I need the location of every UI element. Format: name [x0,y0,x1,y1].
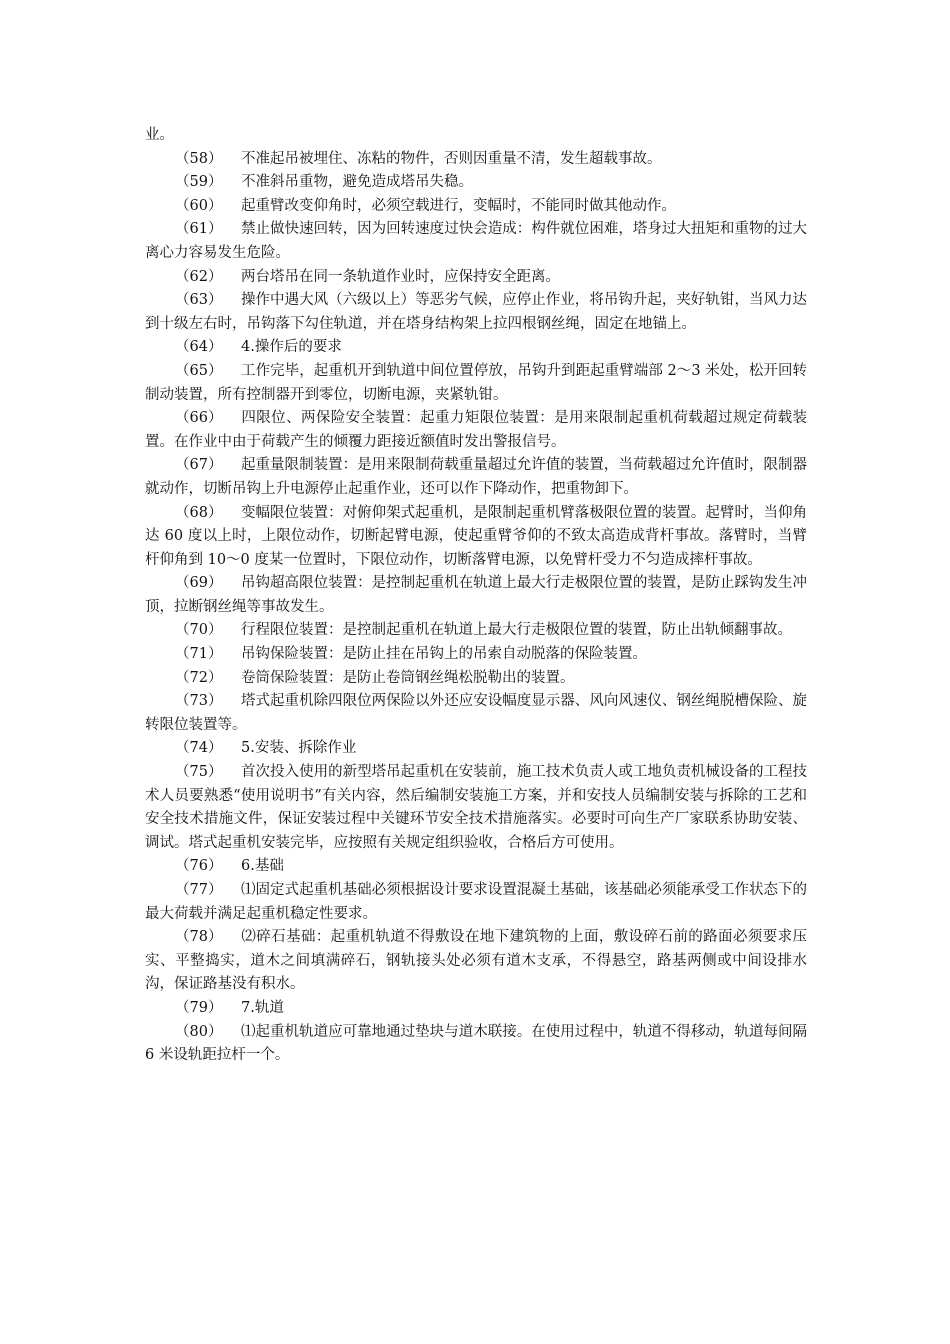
paragraph-79 [145,997,807,1021]
paragraph-68 [145,502,807,573]
paragraph-number: （65） [175,362,223,379]
paragraph-number: （67） [175,457,223,474]
paragraph-number: （63） [175,292,223,309]
paragraph-text: 四限位、两保险安全装置：起重力矩限位装置：是用来限制起重机荷载超过规定荷载装置。在作业中由于荷载产生的倾覆力距接近额值时发出警报信号。 [145,410,807,450]
paragraph-text: 业。 [145,127,174,143]
paragraph-number: （80） [175,1023,223,1040]
paragraph-59 [145,171,807,195]
paragraph-text: 吊钩超高限位装置：是控制起重机在轨道上最大行走极限位置的装置，是防止踩钩发生冲顶，拉断钢丝绳等事故发生。 [145,575,807,615]
paragraph-77 [145,879,807,926]
paragraph-64 [145,336,807,360]
paragraph-number: （61） [175,221,223,238]
paragraph-continuation [145,124,807,148]
paragraph-78 [145,926,807,997]
paragraph-text: ⑵碎石基础：起重机轨道不得敷设在地下建筑物的上面，敷设碎石前的路面必须要求压实、平整捣实，道木之间填满碎石，钢轨接头处必须有道木支承，不得悬空，路基两侧或中间设排水沟，保证路基没有积水。 [145,929,807,993]
paragraph-72 [145,667,807,691]
paragraph-text: 不准起吊被埋住、冻粘的物件，否则因重量不清，发生超载事故。 [241,150,662,167]
paragraph-number: （60） [175,197,223,214]
section-heading: 6.基础 [241,858,284,875]
paragraph-62 [145,266,807,290]
paragraph-text: 塔式起重机除四限位两保险以外还应安设幅度显示器、风向风速仪、钢丝绳脱槽保险、旋转限位装置等。 [145,693,807,733]
paragraph-71 [145,643,807,667]
paragraph-67 [145,454,807,501]
paragraph-number: （64） [175,339,223,356]
paragraph-73 [145,690,807,737]
paragraph-number: （62） [175,268,223,285]
paragraph-number: （76） [175,858,223,875]
section-heading: 7.轨道 [241,999,284,1016]
paragraph-number: （78） [175,929,223,946]
paragraph-text: 禁止做快速回转，因为回转速度过快会造成：构件就位困难，塔身过大扭矩和重物的过大离心力容易发生危险。 [145,221,807,261]
paragraph-65 [145,360,807,407]
section-heading: 4.操作后的要求 [241,339,342,356]
paragraph-text: 工作完毕，起重机开到轨道中间位置停放，吊钩升到距起重臂端部 2～3 米处，松开回转制动装置，所有控制器开到零位，切断电源，夹紧轨钳。 [145,362,807,403]
paragraph-63 [145,289,807,336]
paragraph-text: 起重量限制装置：是用来限制荷载重量超过允许值的装置，当荷载超过允许值时，限制器就动作，切断吊钩上升电源停止起重作业，还可以作下降动作，把重物卸下。 [145,457,807,497]
paragraph-text: 吊钩保险装置：是防止挂在吊钩上的吊索自动脱落的保险装置。 [241,646,647,663]
paragraph-number: （73） [175,693,223,710]
paragraph-61 [145,218,807,265]
paragraph-text: ⑴固定式起重机基础必须根据设计要求设置混凝土基础，该基础必须能承受工作状态下的最大荷载并满足起重机稳定性要求。 [145,882,807,922]
paragraph-76 [145,855,807,879]
paragraph-number: （68） [175,504,223,521]
paragraph-number: （58） [175,150,223,167]
paragraph-text: 行程限位装置：是控制起重机在轨道上最大行走极限位置的装置，防止出轨倾翻事故。 [241,622,792,639]
paragraph-text: 操作中遇大风（六级以上）等恶劣气候，应停止作业，将吊钩升起，夹好轨钳，当风力达到十级左右时，吊钩落下勾住轨道，并在塔身结构架上拉四根钢丝绳，固定在地锚上。 [145,292,807,332]
paragraph-60 [145,195,807,219]
paragraph-number: （77） [175,882,223,898]
paragraph-text: 首次投入使用的新型塔吊起重机在安装前，施工技术负责人或工地负责机械设备的工程技术人员要熟悉“使用说明书”有关内容，然后编制安装施工方案，并和安技人员编制安装与拆除的工艺和安全技术措施文件，保证安装过程中关键环节安全技术措施落实。必要时可向生产厂家联系协助安装、调试。塔式起重机安装完毕，应按照有关规定组织验收，合格后方可使用。 [145,764,807,851]
paragraph-text: 变幅限位装置：对俯仰架式起重机，是限制起重机臂落极限位置的装置。起臂时，当仰角达 60 度以上时，上限位动作，切断起臂电源，使起重臂爷仰的不致太高造成背杆事故。落臂时，当臂杆仰角到 10～0 度某一位置时，下限位动作，切断落臂电源，以免臂杆受力不匀造成摔杆事故。 [145,504,807,568]
paragraph-75 [145,761,807,855]
paragraph-text: 不准斜吊重物，避免造成塔吊失稳。 [241,174,473,191]
paragraph-number: （69） [175,575,223,592]
paragraph-number: （70） [175,622,223,639]
paragraph-text: 两台塔吊在同一条轨道作业时，应保持安全距离。 [241,268,560,285]
paragraph-number: （72） [175,669,223,686]
paragraph-66 [145,407,807,454]
paragraph-74 [145,737,807,761]
document-page [145,124,807,1068]
paragraph-number: （79） [175,999,223,1016]
paragraph-58 [145,148,807,172]
paragraph-text: 起重臂改变仰角时，必须空载进行，变幅时，不能同时做其他动作。 [241,197,676,214]
paragraph-69 [145,572,807,619]
paragraph-number: （71） [175,646,223,663]
paragraph-80 [145,1021,807,1068]
section-heading: 5.安装、拆除作业 [241,740,357,757]
paragraph-number: （75） [175,764,223,781]
paragraph-number: （59） [175,174,223,191]
paragraph-70 [145,619,807,643]
paragraph-number: （74） [175,740,223,757]
paragraph-number: （66） [175,410,223,427]
paragraph-text: ⑴起重机轨道应可靠地通过垫块与道木联接。在使用过程中，轨道不得移动，轨道每间隔 6 米设轨距拉杆一个。 [145,1023,807,1064]
paragraph-text: 卷筒保险装置：是防止卷筒钢丝绳松脱勒出的装置。 [241,669,575,686]
